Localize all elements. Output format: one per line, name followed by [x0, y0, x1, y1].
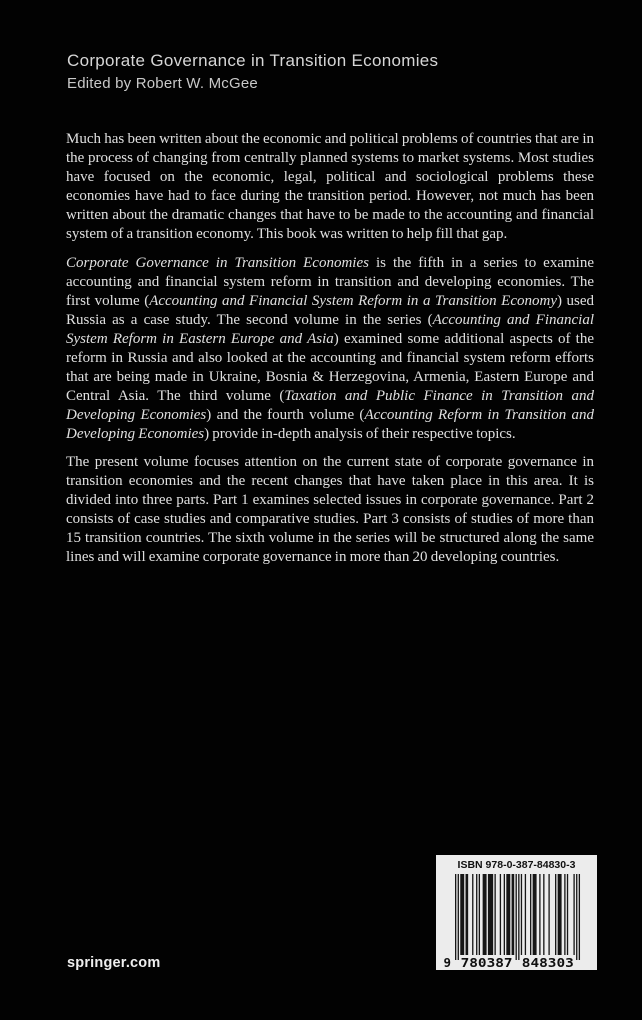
paragraph [66, 130, 594, 244]
text-run: The present volume focuses attention on the current state of corporate governance in transition economies and the recent changes that have taken place in this area. It is divided into three parts. Part 1 examines selected issues in corporate governance. Part 2 consists of case studies and comparative studies. Part 3 consists of studies of more than 15 transition countries. The sixth volume in the series will be structured along the same lines and will examine corporate governance in more than 20 developing countries. [66, 454, 594, 565]
text-run: ) examined some additional aspects of the reform in Russia and also looked at the accounting and financial system reform efforts that are being made in Ukraine, Bosnia & Herzegovina, Armenia, Eastern Europe and Central Asia. The third volume ( [66, 330, 594, 404]
italic-text-run: Taxation and Public Finance in Transition and Developing Economies [66, 387, 594, 423]
book-editor: Edited by Robert W. McGee [67, 75, 258, 92]
barcode-digits: 780387 [460, 955, 513, 970]
text-run: is the fifth in a series to examine accounting and financial system reform in transition and developing economies. The first volume ( [66, 254, 594, 309]
barcode-digits: 848303 [521, 955, 574, 970]
text-run: Much has been written about the economic and political problems of countries that are in the process of changing from centrally planned systems to market systems. Most studies have focused on the economic, legal, political and sociological problems these economies have had to face during the transition period. However, not much has been written about the dramatic changes that have to be made to the accounting and financial system of a transition economy. This book was written to help fill that gap. [66, 131, 594, 242]
paragraph [66, 254, 594, 444]
ean13-barcode [436, 874, 597, 970]
barcode-digits: 9 [443, 955, 451, 970]
barcode-bars [455, 874, 580, 960]
isbn-label: ISBN 978-0-387-84830-3 [457, 859, 576, 871]
italic-text-run: Accounting Reform in Transition and Developing Economies [66, 406, 594, 442]
italic-text-run: Accounting and Financial System Reform in a Transition Economy [149, 292, 557, 309]
text-run: ) used Russia as a case study. The second volume in the series ( [66, 292, 595, 328]
text-run: ) and the fourth volume ( [206, 406, 365, 423]
italic-text-run: Corporate Governance in Transition Economies [66, 254, 369, 271]
publisher-url: springer.com [67, 955, 161, 971]
text-run: ) provide in-depth analysis of their respective topics. [204, 425, 516, 442]
book-title: Corporate Governance in Transition Economies [67, 51, 439, 70]
back-cover-blurb [66, 130, 594, 567]
isbn-barcode-panel [436, 855, 597, 970]
paragraph [66, 453, 594, 567]
italic-text-run: Accounting and Financial System Reform in Eastern Europe and Asia [66, 311, 594, 347]
